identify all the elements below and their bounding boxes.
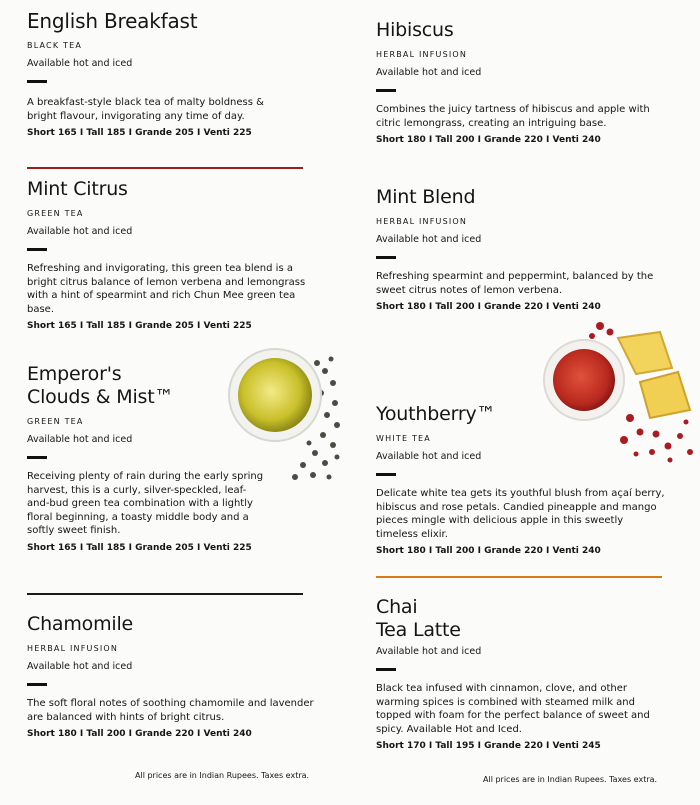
menu-item-youthberry (376, 403, 668, 556)
menu-item-chai-tea-latte (376, 596, 666, 751)
item-category: BLACK TEA (27, 41, 83, 50)
item-description: Receiving plenty of rain during the early spring harvest, this is a curly, silver-speckled, leaf-and-bud green tea combination with a lightly floral beginning, a toasty middle body and a softly sweet finish. (27, 471, 264, 536)
footnote-left: All prices are in Indian Rupees. Taxes extra. (135, 771, 310, 780)
item-availability: Available hot and iced (27, 434, 133, 445)
item-description: Black tea infused with cinnamon, clove, and other warming spices is combined with steamed milk and topped with foam for the perfect balance of sweet and spicy. Available Hot and Iced. (376, 683, 650, 735)
section-divider (27, 593, 303, 595)
short-dash (376, 89, 396, 92)
short-dash (27, 683, 47, 686)
item-category: HERBAL INFUSION (376, 50, 468, 59)
item-title: Chai Tea Latte (376, 596, 461, 641)
item-availability: Available hot and iced (27, 226, 133, 237)
short-dash (27, 80, 47, 83)
item-description: A breakfast-style black tea of malty boldness & bright flavour, invigorating any time of day. (27, 97, 264, 122)
item-title: Emperor's Clouds & Mist™ (27, 363, 174, 408)
item-category: WHITE TEA (376, 434, 431, 443)
item-availability: Available hot and iced (376, 451, 482, 462)
menu-item-mint-citrus (27, 178, 309, 331)
short-dash (376, 668, 396, 671)
menu-item-mint-blend (376, 186, 666, 312)
menu-item-chamomile (27, 613, 317, 739)
menu-item-english-breakfast (27, 10, 289, 138)
item-prices: Short 165 I Tall 185 I Grande 205 I Venti 225 (27, 542, 252, 553)
item-category: GREEN TEA (27, 417, 84, 426)
item-prices: Short 165 I Tall 185 I Grande 205 I Venti 225 (27, 128, 252, 138)
section-divider (376, 576, 662, 578)
item-title: Mint Blend (376, 186, 476, 208)
item-title: Hibiscus (376, 19, 454, 41)
item-description: The soft floral notes of soothing chamomile and lavender are balanced with hints of bright citrus. (27, 698, 314, 723)
item-description: Combines the juicy tartness of hibiscus and apple with citric lemongrass, creating an intriguing base. (376, 104, 650, 129)
item-prices: Short 180 I Tall 200 I Grande 220 I Venti 240 (376, 546, 601, 556)
item-availability: Available hot and iced (376, 67, 482, 78)
section-divider (27, 167, 303, 169)
item-availability: Available hot and iced (376, 646, 482, 657)
pineapple-piece (618, 332, 672, 374)
item-description: Delicate white tea gets its youthful blush from açaí berry, hibiscus and rose petals. Candied pineapple and mango pieces mingle with delicious apple in this sweetly timeless elixir. (376, 488, 665, 540)
item-description: Refreshing and invigorating, this green tea blend is a bright citrus balance of lemon verbena and lemongrass with a hint of spearmint and rich Chun Mee green tea base. (27, 263, 306, 315)
short-dash (27, 248, 47, 251)
item-title: Mint Citrus (27, 178, 128, 200)
item-title: English Breakfast (27, 9, 198, 33)
short-dash (376, 473, 396, 476)
green-tea-cup-image (225, 345, 345, 495)
item-availability: Available hot and iced (27, 661, 133, 672)
item-prices: Short 165 I Tall 185 I Grande 205 I Venti 225 (27, 321, 252, 331)
item-category: HERBAL INFUSION (27, 644, 119, 653)
item-prices: Short 170 I Tall 195 I Grande 220 I Venti 245 (376, 741, 601, 751)
footnote-right: All prices are in Indian Rupees. Taxes extra. (483, 775, 658, 784)
item-category: HERBAL INFUSION (376, 217, 468, 226)
item-description: Refreshing spearmint and peppermint, balanced by the sweet citrus notes of lemon verbena. (376, 271, 654, 296)
item-availability: Available hot and iced (376, 234, 482, 245)
short-dash (27, 456, 47, 459)
item-category: GREEN TEA (27, 209, 84, 218)
item-title: Chamomile (27, 613, 134, 635)
item-availability: Available hot and iced (27, 58, 133, 69)
menu-item-hibiscus (376, 19, 666, 145)
short-dash (376, 256, 396, 259)
item-prices: Short 180 I Tall 200 I Grande 220 I Venti 240 (376, 135, 601, 145)
item-prices: Short 180 I Tall 200 I Grande 220 I Venti 240 (376, 302, 601, 312)
item-prices: Short 180 I Tall 200 I Grande 220 I Venti 240 (27, 729, 252, 739)
item-title: Youthberry™ (376, 403, 496, 425)
